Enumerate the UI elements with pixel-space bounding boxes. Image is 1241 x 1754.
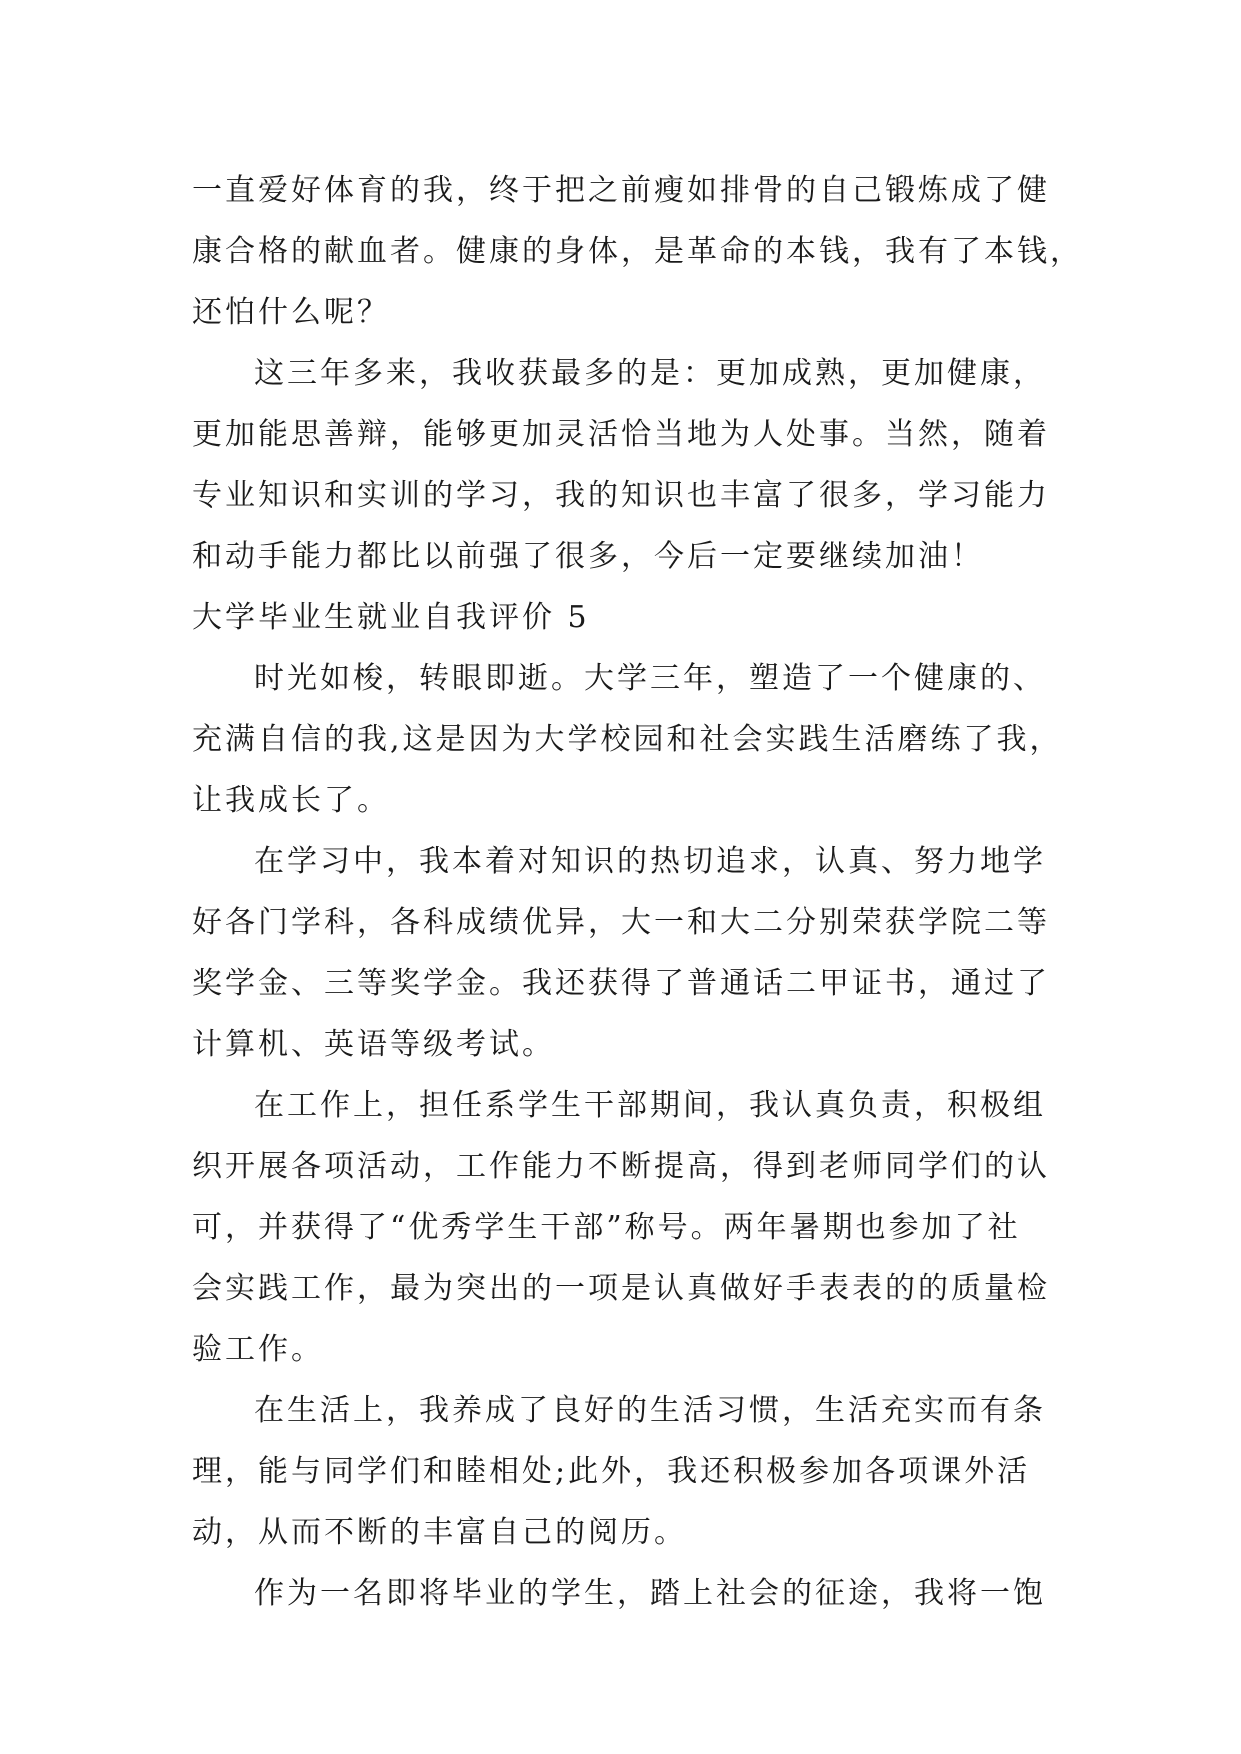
text-line: 验工作。 bbox=[192, 1332, 324, 1367]
text-line: 织开展各项活动，工作能力不断提高，得到老师同学们的认 bbox=[192, 1149, 1050, 1184]
text-line: 一直爱好体育的我，终于把之前瘦如排骨的自己锻炼成了健 bbox=[192, 173, 1050, 208]
text-line: 让我成长了。 bbox=[192, 783, 390, 818]
text-line: 充满自信的我,这是因为大学校园和社会实践生活磨练了我， bbox=[192, 722, 1063, 757]
paragraph-first-line: 时光如梭，转眼即逝。大学三年，塑造了一个健康的、 bbox=[254, 661, 1046, 696]
text-line: 会实践工作，最为突出的一项是认真做好手表表的的质量检 bbox=[192, 1271, 1050, 1306]
document-body bbox=[192, 160, 1083, 1624]
paragraph-first-line: 在工作上，担任系学生干部期间，我认真负责，积极组 bbox=[254, 1088, 1046, 1123]
text-line: 可，并获得了“优秀学生干部”称号。两年暑期也参加了社 bbox=[192, 1210, 1021, 1245]
text-line: 动，从而不断的丰富自己的阅历。 bbox=[192, 1515, 687, 1550]
text-line: 和动手能力都比以前强了很多，今后一定要继续加油！ bbox=[192, 539, 984, 574]
paragraph-first-line: 在生活上，我养成了良好的生活习惯，生活充实而有条 bbox=[254, 1393, 1046, 1428]
text-line: 好各门学科，各科成绩优异，大一和大二分别荣获学院二等 bbox=[192, 905, 1050, 940]
text-line: 理，能与同学们和睦相处;此外，我还积极参加各项课外活 bbox=[192, 1454, 1031, 1489]
text-line: 还怕什么呢？ bbox=[192, 295, 390, 330]
paragraph-first-line: 这三年多来，我收获最多的是：更加成熟，更加健康， bbox=[254, 356, 1046, 391]
text-line: 计算机、英语等级考试。 bbox=[192, 1027, 555, 1062]
text-line: 更加能思善辩，能够更加灵活恰当地为人处事。当然，随着 bbox=[192, 417, 1050, 452]
section-heading: 大学毕业生就业自我评价 5 bbox=[192, 600, 590, 635]
text-line: 专业知识和实训的学习，我的知识也丰富了很多，学习能力 bbox=[192, 478, 1050, 513]
text-line: 奖学金、三等奖学金。我还获得了普通话二甲证书，通过了 bbox=[192, 966, 1050, 1001]
paragraph-first-line: 在学习中，我本着对知识的热切追求，认真、努力地学 bbox=[254, 844, 1046, 879]
paragraph-first-line: 作为一名即将毕业的学生，踏上社会的征途，我将一饱 bbox=[254, 1576, 1046, 1611]
text-line: 康合格的献血者。健康的身体，是革命的本钱，我有了本钱， bbox=[192, 234, 1083, 269]
